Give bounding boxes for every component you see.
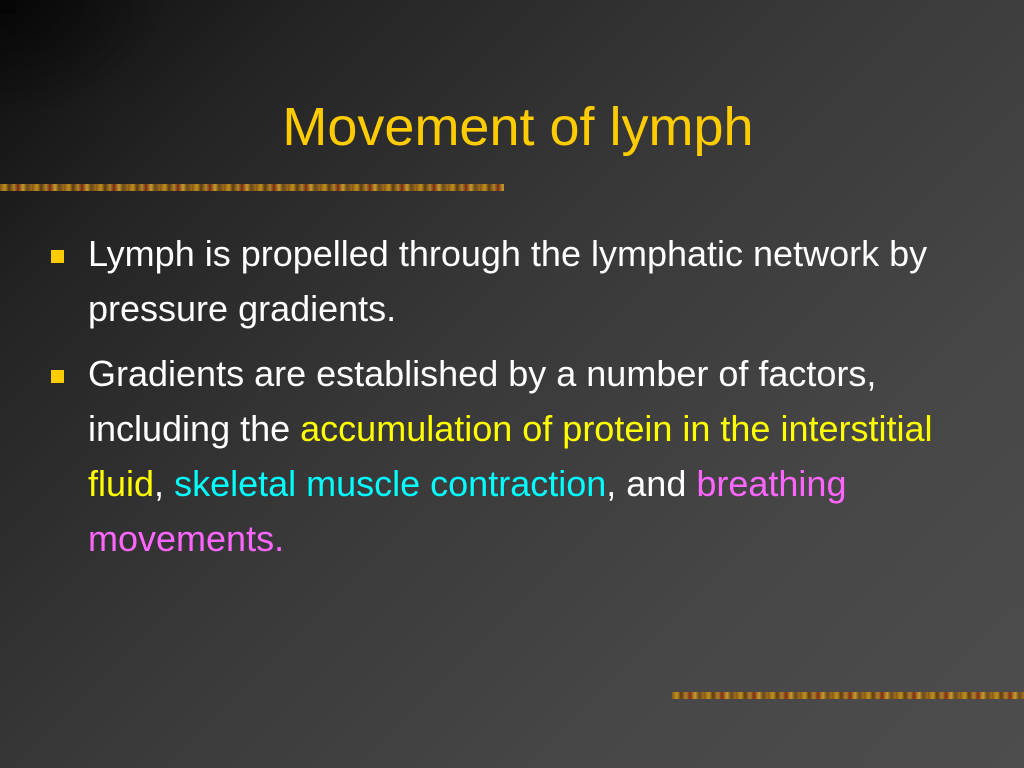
bullet-1-text: Lymph is propelled through the lymphatic network by pressure gradients.: [88, 233, 928, 329]
bullet-2-highlight-protein: accumulation of protein in the interstitial fluid: [88, 408, 933, 504]
bullet-item-2: [48, 346, 948, 566]
square-bullet-icon: [51, 370, 64, 383]
bullet-list: [48, 226, 948, 576]
square-bullet-icon: [51, 250, 64, 263]
bullet-item-1: [48, 226, 948, 336]
bullet-2-highlight-breathing: breathing movements.: [88, 463, 847, 559]
slide-title: Movement of lymph: [282, 97, 754, 157]
decorative-bar-bottom: [672, 692, 1024, 699]
bullet-2-text-part-2: ,: [154, 463, 175, 504]
decorative-bar-top: [0, 184, 504, 191]
bullet-2-highlight-muscle: skeletal muscle contraction: [174, 463, 607, 504]
bullet-2-text-part-1: Gradients are established by a number of factors, including the: [88, 353, 877, 449]
corner-block: [0, 0, 16, 14]
bullet-2-text-part-3: , and: [606, 463, 697, 504]
